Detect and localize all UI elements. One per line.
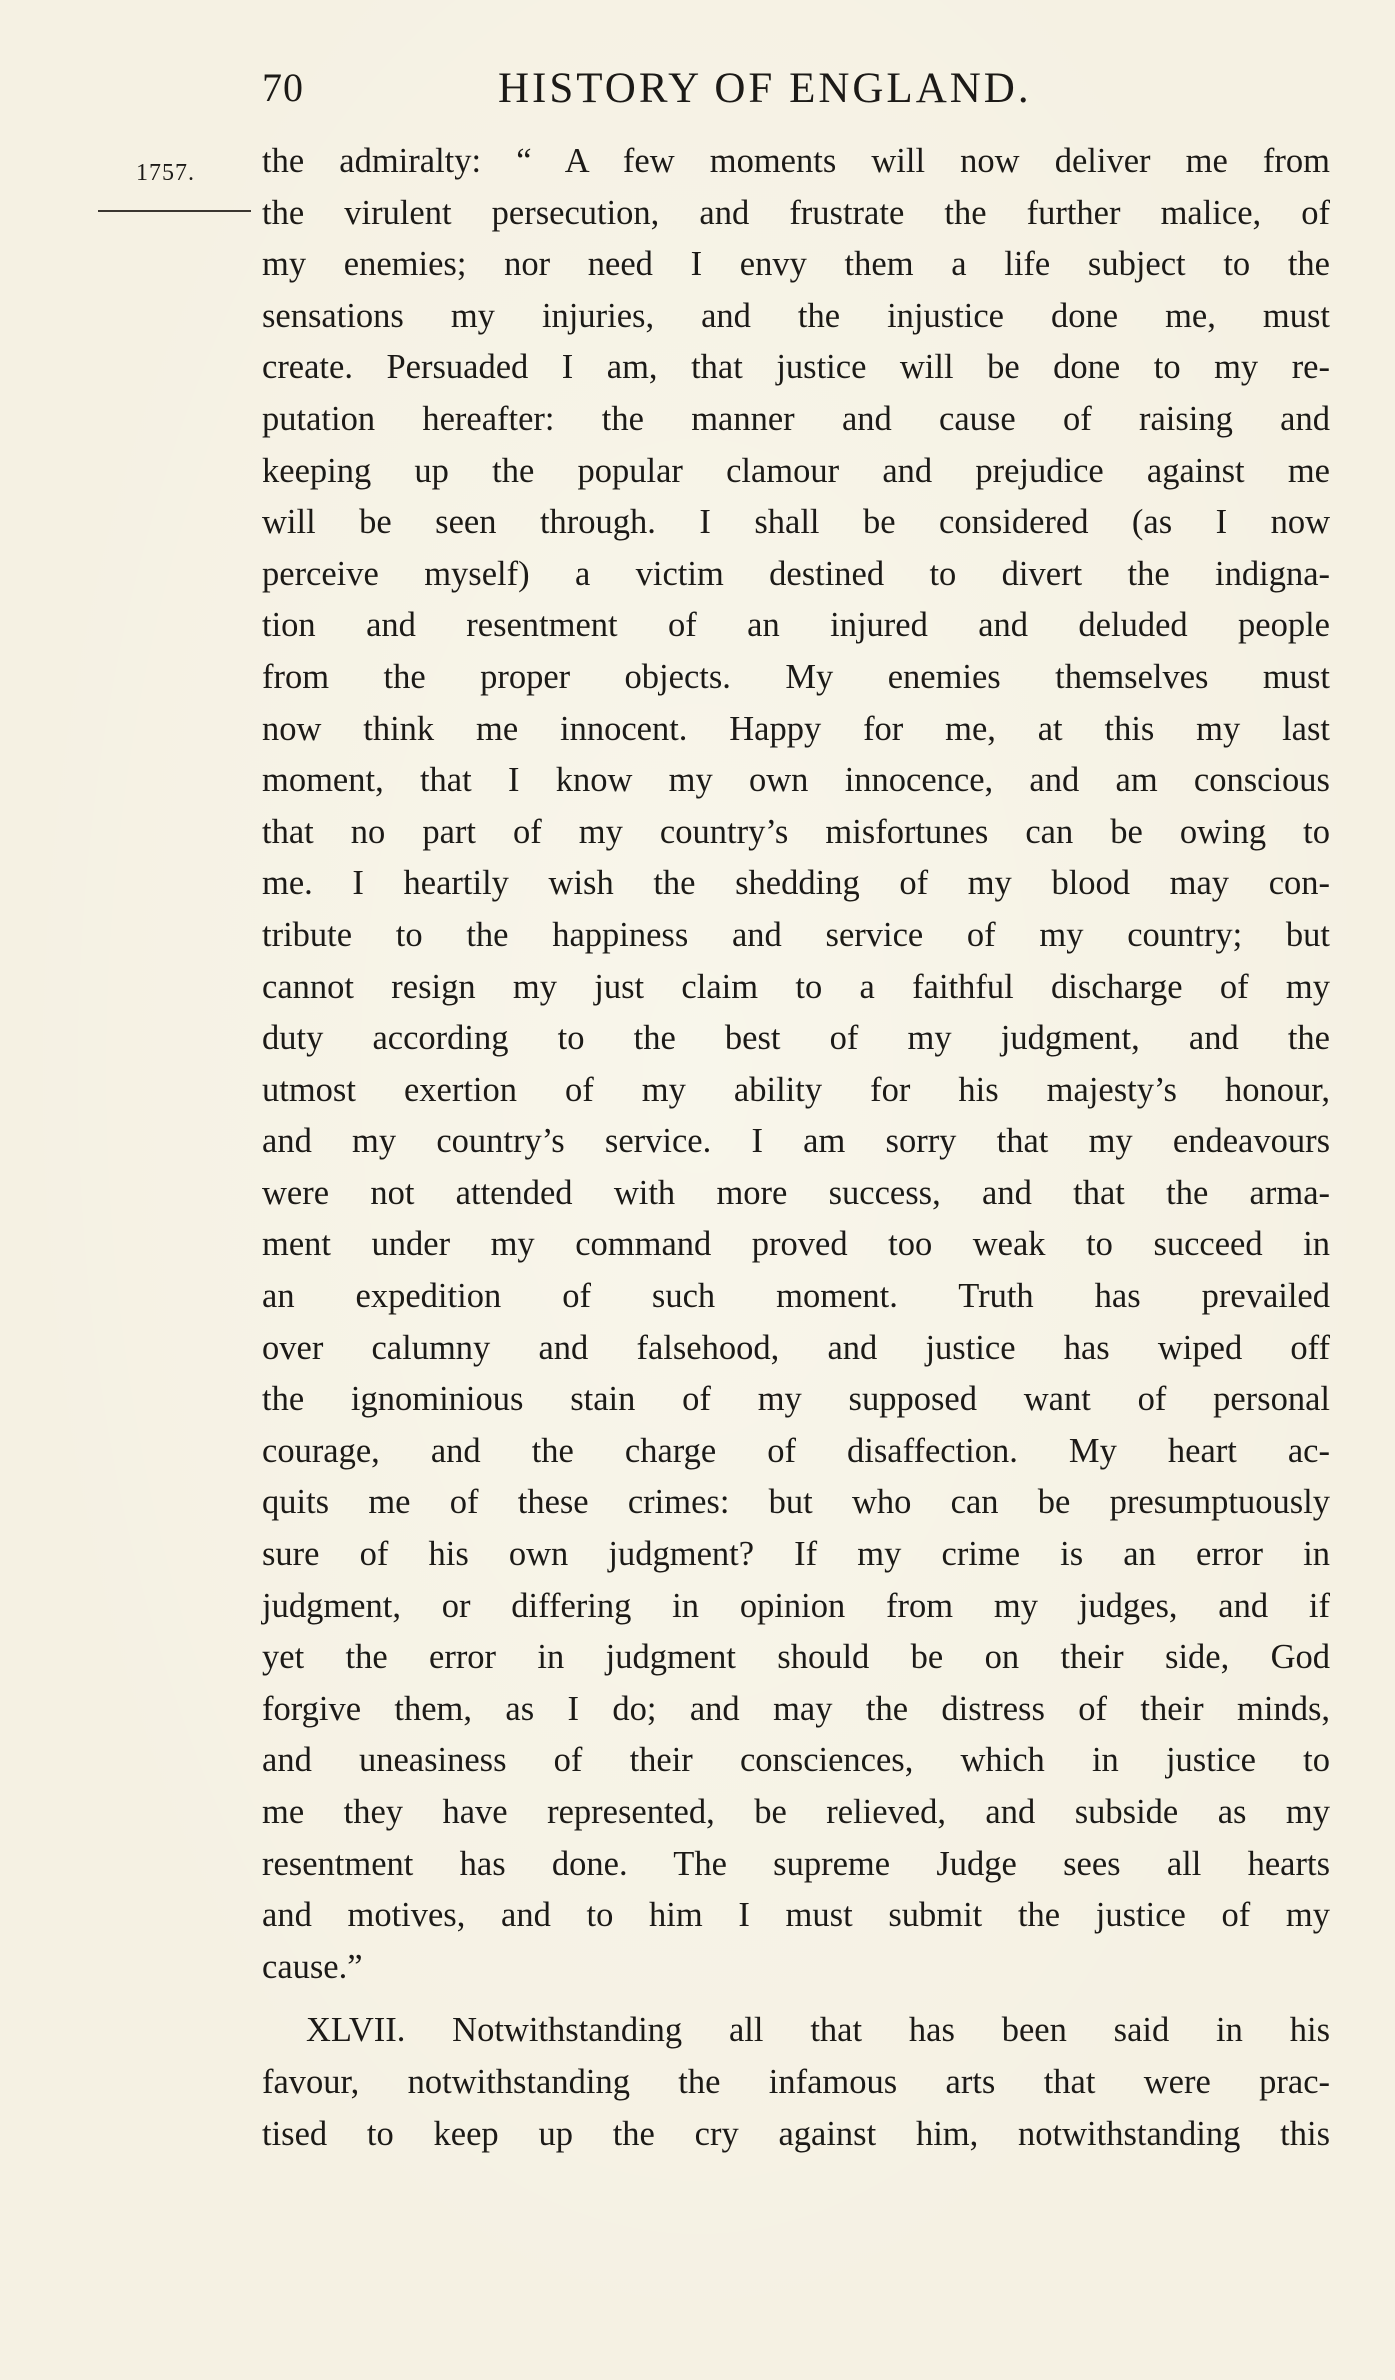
text-line: ment under my command proved too weak to succeed in xyxy=(262,1225,1330,1264)
section-paragraph xyxy=(262,2005,1330,2160)
text-line: and uneasiness of their consciences, which in justice to xyxy=(262,1741,1330,1780)
text-line: putation hereafter: the manner and cause of raising and xyxy=(262,399,1330,438)
text-line: cannot resign my just claim to a faithful discharge of my xyxy=(262,967,1330,1006)
text-line: forgive them, as I do; and may the distress of their minds, xyxy=(262,1689,1330,1728)
text-line: duty according to the best of my judgment, and the xyxy=(262,1019,1330,1058)
text-line: quits me of these crimes: but who can be presumptuously xyxy=(262,1483,1330,1522)
margin-rule xyxy=(98,210,251,212)
text-line: the admiralty: “ A few moments will now deliver me from xyxy=(262,142,1330,180)
text-line: me they have represented, be relieved, and subside as my xyxy=(262,1793,1330,1831)
text-line: yet the error in judgment should be on their side, God xyxy=(262,1638,1330,1677)
text-line: from the proper objects. My enemies themselves must xyxy=(262,657,1330,696)
text-line: tion and resentment of an injured and deluded people xyxy=(262,606,1330,645)
text-line: moment, that I know my own innocence, and am conscious xyxy=(262,761,1330,800)
text-line: me. I heartily wish the shedding of my blood may con- xyxy=(262,864,1330,903)
text-line: and motives, and to him I must submit the justice of my xyxy=(262,1896,1330,1935)
text-line: will be seen through. I shall be considered (as I now xyxy=(262,503,1330,542)
text-line: and my country’s service. I am sorry that my endeavours xyxy=(262,1122,1330,1161)
text-line: tised to keep up the cry against him, notwithstanding this xyxy=(262,2114,1330,2153)
body-text xyxy=(262,136,1330,2160)
running-head xyxy=(258,64,1088,124)
text-line: perceive myself) a victim destined to divert the indigna- xyxy=(262,554,1330,593)
text-line: judgment, or differing in opinion from my judges, and if xyxy=(262,1586,1330,1625)
text-line: tribute to the happiness and service of my country; but xyxy=(262,915,1330,954)
text-line: resentment has done. The supreme Judge sees all hearts xyxy=(262,1844,1330,1883)
text-line: the ignominious stain of my supposed want of personal xyxy=(262,1380,1330,1419)
page-number: 70 xyxy=(262,65,304,110)
text-line: create. Persuaded I am, that justice will be done to my re- xyxy=(262,348,1330,387)
running-title: HISTORY OF ENGLAND. xyxy=(498,65,1032,112)
text-line: the virulent persecution, and frustrate the further malice, of xyxy=(262,193,1330,232)
text-line: keeping up the popular clamour and prejudice against me xyxy=(262,451,1330,490)
text-line: sensations my injuries, and the injustice done me, must xyxy=(262,296,1330,335)
text-line: courage, and the charge of disaffection. My heart ac- xyxy=(262,1431,1330,1470)
margin-year-note: 1757. xyxy=(136,160,195,186)
text-line: sure of his own judgment? If my crime is an error in xyxy=(262,1535,1330,1574)
text-line: favour, notwithstanding the infamous arts that were prac- xyxy=(262,2062,1330,2101)
text-line: my enemies; nor need I envy them a life subject to the xyxy=(262,245,1330,284)
text-line: were not attended with more success, and that the arma- xyxy=(262,1173,1330,1212)
quoted-paragraph xyxy=(262,136,1330,1993)
text-line: that no part of my country’s misfortunes can be owing to xyxy=(262,812,1330,851)
text-line: over calumny and falsehood, and justice has wiped off xyxy=(262,1328,1330,1367)
text-line: an expedition of such moment. Truth has prevailed xyxy=(262,1277,1330,1316)
text-line: now think me innocent. Happy for me, at this my last xyxy=(262,709,1330,748)
text-line: utmost exertion of my ability for his majesty’s honour, xyxy=(262,1070,1330,1109)
text-line: cause.” xyxy=(262,1947,363,1986)
section-opening-line: XLVII. Notwithstanding all that has been said in his xyxy=(306,2011,1330,2050)
